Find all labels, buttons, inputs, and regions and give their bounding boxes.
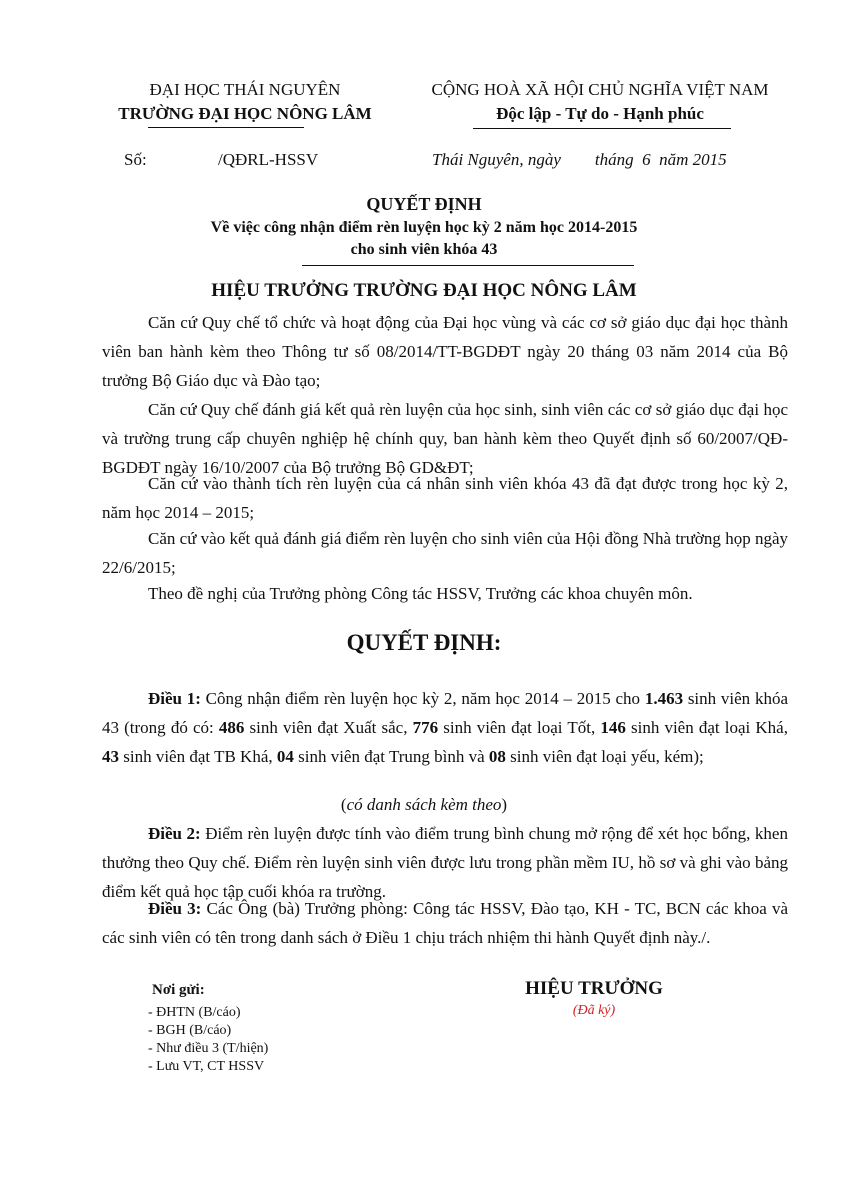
parent-organization: ĐẠI HỌC THÁI NGUYÊN bbox=[149, 80, 341, 99]
subject-line-1: Về việc công nhận điểm rèn luyện học kỳ 2 năm học 2014-2015 bbox=[210, 219, 638, 236]
average-count: 04 bbox=[276, 747, 294, 766]
article-2-text: Điểm rèn luyện được tính vào điểm trung bình chung mở rộng để xét học bổng, khen thưởng theo Quy chế. Điểm rèn luyện sinh viên được lưu trong phần mềm IU, hồ sơ và ghi vào bảng điểm kết quả học tập cuối khóa ra trường. bbox=[102, 824, 788, 901]
article-3-label: Điều 3: bbox=[148, 899, 202, 918]
national-motto: Độc lập - Tự do - Hạnh phúc bbox=[496, 104, 704, 123]
place-date: Thái Nguyên, ngày tháng 6 năm 2015 bbox=[432, 150, 727, 169]
recipient-item: - Lưu VT, CT HSSV bbox=[148, 1059, 265, 1074]
signed-status: (Đã ký) bbox=[572, 1003, 616, 1018]
article-1-text: sinh viên đạt loại yếu, kém); bbox=[505, 747, 704, 766]
article-1-text: sinh viên đạt Trung bình và bbox=[293, 747, 489, 766]
document-number: /QĐRL-HSSV bbox=[218, 150, 319, 169]
article-1-text: Công nhận điểm rèn luyện học kỳ 2, năm học 2014 – 2015 cho bbox=[200, 689, 645, 708]
article-1-text: sinh viên đạt TB Khá, bbox=[119, 747, 277, 766]
document-type: QUYẾT ĐỊNH bbox=[366, 194, 482, 214]
school-underline bbox=[148, 127, 304, 128]
basis-paragraph-5: Theo đề nghị của Trưởng phòng Công tác HSSV, Trưởng các khoa chuyên môn. bbox=[148, 584, 693, 603]
basis-paragraph-1: Căn cứ Quy chế tổ chức và hoạt động của Đại học vùng và các cơ sở giáo dục đại học thành viên ban hành kèm theo Thông tư số 08/2014/TT-BGDĐT ngày 20 tháng 03 năm 2014 của Bộ trưởng Bộ Giáo dục và Đào tạo; bbox=[102, 313, 788, 390]
document-number-label: Số: bbox=[124, 150, 147, 169]
article-1-text: sinh viên đạt loại Khá, bbox=[625, 718, 788, 737]
recipient-item: - Như điều 3 (T/hiện) bbox=[148, 1041, 269, 1056]
signer-title: HIỆU TRƯỞNG bbox=[525, 978, 663, 999]
fair-count: 146 bbox=[600, 718, 626, 737]
good-count: 776 bbox=[412, 718, 439, 737]
weak-count: 08 bbox=[488, 747, 506, 766]
article-1-text: sinh viên đạt Xuất sắc, bbox=[244, 718, 413, 737]
basis-paragraph-3: Căn cứ vào thành tích rèn luyện của cá nhân sinh viên khóa 43 đã đạt được trong học kỳ 2, năm học 2014 – 2015; bbox=[102, 474, 788, 522]
country-title: CỘNG HOÀ XÃ HỘI CHỦ NGHĨA VIỆT NAM bbox=[431, 80, 769, 99]
recipients-heading: Nơi gửi: bbox=[152, 982, 205, 998]
excellent-count: 486 bbox=[218, 718, 245, 737]
motto-underline bbox=[473, 128, 731, 129]
article-1-label: Điều 1: bbox=[148, 689, 201, 708]
article-3-text: Các Ông (bà) Trưởng phòng: Công tác HSSV, Đào tạo, KH - TC, BCN các khoa và các sinh viên có tên trong danh sách ở Điều 1 chịu trách nhiệm thi hành Quyết định này./. bbox=[102, 899, 788, 947]
article-1 bbox=[102, 684, 788, 771]
average-fair-count: 43 bbox=[102, 747, 119, 766]
school-name: TRƯỜNG ĐẠI HỌC NÔNG LÂM bbox=[118, 104, 372, 123]
issuing-authority: HIỆU TRƯỞNG TRƯỜNG ĐẠI HỌC NÔNG LÂM bbox=[211, 280, 637, 301]
total-students: 1.463 bbox=[644, 689, 684, 708]
attachment-note: (có danh sách kèm theo) bbox=[340, 795, 508, 814]
subject-line-2: cho sinh viên khóa 43 bbox=[350, 241, 498, 258]
article-2-label: Điều 2: bbox=[148, 824, 201, 843]
basis-paragraph-4: Căn cứ vào kết quả đánh giá điểm rèn luyện cho sinh viên của Hội đồng Nhà trường họp ngày 22/6/2015; bbox=[102, 529, 788, 577]
article-3 bbox=[102, 894, 788, 952]
decision-heading: QUYẾT ĐỊNH: bbox=[346, 630, 502, 655]
article-2 bbox=[102, 819, 788, 906]
recipient-item: - BGH (B/cáo) bbox=[148, 1023, 232, 1038]
title-rule bbox=[302, 265, 634, 266]
article-1-text: sinh viên đạt loại Tốt, bbox=[438, 718, 601, 737]
article-1-text: sinh viên khóa 43 (trong đó có: bbox=[102, 689, 788, 737]
recipient-item: - ĐHTN (B/cáo) bbox=[148, 1005, 241, 1020]
basis-paragraph-2: Căn cứ Quy chế đánh giá kết quả rèn luyện của học sinh, sinh viên các cơ sở giáo dục đại học và trường trung cấp chuyên nghiệp hệ chính quy, ban hành kèm theo Quyết định số 60/2007/QĐ-BGDĐT ngày 16/10/2007 của Bộ trưởng Bộ GD&ĐT; bbox=[102, 400, 788, 477]
